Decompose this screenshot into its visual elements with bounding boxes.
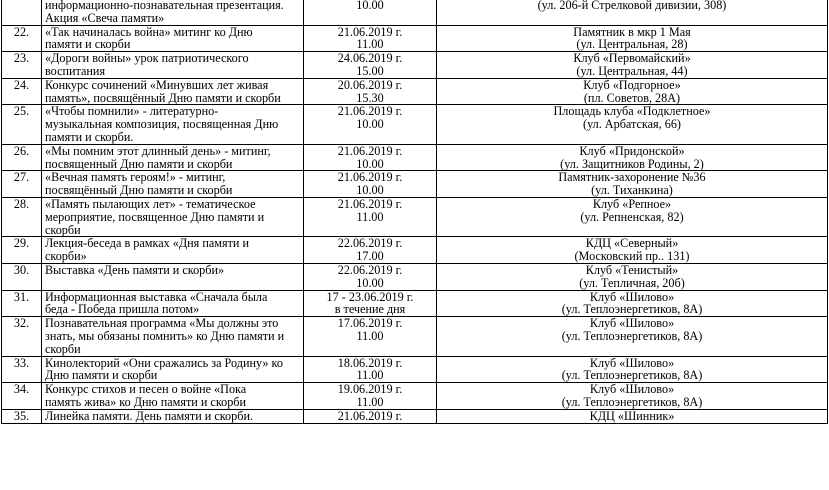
event-place-cell — [437, 197, 828, 236]
event-name-line: знать, мы обязаны помнить» ко Дню памяти и — [45, 328, 285, 343]
row-number-cell — [2, 105, 42, 144]
event-date-cell — [304, 0, 437, 25]
event-place-line: Клуб «Придонской» — [579, 144, 685, 158]
event-place-cell — [437, 144, 828, 171]
event-place-line: КДЦ «Северный» — [585, 236, 679, 251]
event-place-line: (ул. Центральная, 44) — [576, 63, 688, 78]
event-place-line: (ул. Репненская, 82) — [580, 209, 684, 224]
event-name-cell — [42, 171, 304, 198]
event-place-line: (ул. Арбатская, 66) — [583, 117, 681, 132]
event-name-cell — [42, 105, 304, 144]
event-name-line: «Мы помним этот длинный день» - митинг, — [45, 144, 271, 158]
event-place-cell — [437, 356, 828, 383]
row-number-cell — [2, 171, 42, 198]
row-number-cell — [2, 290, 42, 317]
table-row — [2, 317, 828, 356]
event-place-cell — [437, 25, 828, 52]
row-number-cell — [2, 356, 42, 383]
row-number: 34. — [13, 382, 30, 397]
event-place-line: (ул. Теплоэнергетиков, 8А) — [561, 368, 703, 383]
event-place-line: Клуб «Репное» — [592, 197, 672, 211]
event-place-line: (ул. Центральная, 28) — [576, 37, 688, 52]
event-name-line: «Дороги войны» урок патриотического — [45, 51, 249, 66]
table-row — [2, 0, 828, 25]
event-date-line: 17 - 23.06.2019 г. — [326, 290, 414, 304]
event-name-line: памяти и скорби. — [45, 129, 134, 144]
event-date-line: 15.00 — [356, 63, 384, 78]
event-date-cell — [304, 409, 437, 423]
event-name-line: «Чтобы помнили» - литературно- — [45, 104, 219, 119]
event-date-line: 21.06.2019 г. — [337, 144, 403, 158]
event-date-line: 10.00 — [356, 0, 384, 12]
table-row — [2, 290, 828, 317]
event-date-line: 11.00 — [356, 209, 384, 224]
event-date-cell — [304, 383, 437, 410]
event-name-line: Информационная выставка «Сначала была — [45, 290, 268, 304]
event-name-line: скорби — [45, 341, 81, 356]
event-name-line: мероприятие, посвященное Дню памяти и — [45, 209, 265, 224]
event-place-line: Клуб «Шилово» — [589, 356, 675, 370]
events-table-body — [2, 0, 828, 423]
row-number: 26. — [13, 144, 30, 158]
event-date-cell — [304, 290, 437, 317]
row-number: 33. — [13, 356, 30, 370]
row-number: 31. — [13, 290, 30, 304]
event-place-line: (ул. Тиханкина) — [591, 183, 673, 198]
event-place-cell — [437, 52, 828, 79]
row-number: 30. — [13, 263, 30, 277]
table-row — [2, 171, 828, 198]
event-name-line: беда - Победа пришла потом» — [45, 302, 200, 317]
event-name-line: «Память пылающих лет» - тематическое — [45, 197, 256, 211]
event-place-line: Клуб «Шилово» — [589, 382, 675, 397]
event-name-cell — [42, 409, 304, 423]
row-number-cell — [2, 317, 42, 356]
row-number: 23. — [13, 51, 30, 66]
event-name-line: Кинолекторий «Они сражались за Родину» ко — [45, 356, 283, 370]
event-date-line: 21.06.2019 г. — [337, 409, 403, 423]
row-number: 32. — [13, 316, 30, 331]
event-name-cell — [42, 383, 304, 410]
row-number-cell — [2, 144, 42, 171]
event-name-line: скорби» — [45, 249, 87, 264]
event-place-cell — [437, 171, 828, 198]
event-name-line: Лекция-беседа в рамках «Дня памяти и — [45, 236, 249, 251]
event-name-line: Дню памяти и скорби — [45, 368, 158, 383]
event-place-line: Клуб «Шилово» — [589, 316, 675, 331]
row-number-cell — [2, 409, 42, 423]
event-date-line: 11.00 — [356, 328, 384, 343]
row-number: 29. — [13, 236, 30, 251]
event-place-cell — [437, 290, 828, 317]
event-name-line: память жива» ко Дню памяти и скорби — [45, 394, 247, 409]
event-place-cell — [437, 317, 828, 356]
event-date-line: 21.06.2019 г. — [337, 197, 403, 211]
event-place-line: Клуб «Шилово» — [589, 290, 675, 304]
row-number-cell — [2, 383, 42, 410]
event-date-cell — [304, 356, 437, 383]
event-name-line: памяти и скорби — [45, 37, 131, 52]
event-date-line: 19.06.2019 г. — [337, 382, 403, 397]
event-name-cell — [42, 25, 304, 52]
event-place-line: КДЦ «Шинник» — [589, 409, 675, 423]
events-table — [1, 0, 828, 424]
event-place-line: (ул. Теплоэнергетиков, 8А) — [561, 328, 703, 343]
event-place-line: (пл. Советов, 28А) — [583, 90, 681, 105]
table-row — [2, 25, 828, 52]
event-name-line: музыкальная композиция, посвященная Дню — [45, 117, 279, 132]
event-name-cell — [42, 356, 304, 383]
event-date-line: 21.06.2019 г. — [337, 170, 403, 185]
event-name-line: Линейка памяти. День памяти и скорби. — [45, 409, 254, 423]
event-date-cell — [304, 317, 437, 356]
row-number-cell — [2, 263, 42, 290]
event-place-cell — [437, 237, 828, 264]
table-row — [2, 409, 828, 423]
event-name-cell — [42, 317, 304, 356]
event-name-line: Конкурс стихов и песен о войне «Пока — [45, 382, 247, 397]
event-date-line: 21.06.2019 г. — [337, 25, 403, 39]
event-name-cell — [42, 78, 304, 105]
row-number-cell — [2, 0, 42, 25]
event-name-cell — [42, 290, 304, 317]
row-number: 28. — [13, 197, 30, 211]
row-number: 22. — [13, 25, 30, 39]
event-place-cell — [437, 0, 828, 25]
event-date-line: 10.00 — [356, 275, 384, 290]
row-number: 35. — [13, 409, 30, 423]
event-name-line: посвящённый Дню памяти и скорби — [45, 183, 233, 198]
event-date-cell — [304, 105, 437, 144]
event-date-line: 22.06.2019 г. — [337, 236, 403, 251]
event-date-line: 15.30 — [356, 90, 384, 105]
event-place-line: Клуб «Первомайский» — [573, 51, 691, 66]
event-name-line: посвященный Дню памяти и скорби — [45, 156, 233, 171]
event-name-line: воспитания — [45, 63, 106, 78]
event-place-line: (ул. Теплоэнергетиков, 8А) — [561, 302, 703, 317]
event-name-line: Акция «Свеча памяти» — [45, 10, 165, 25]
event-name-line: скорби — [45, 222, 81, 237]
event-date-line: 20.06.2019 г. — [337, 78, 403, 92]
event-place-line: Площадь клуба «Подклетное» — [553, 104, 711, 119]
event-place-line: (ул. Тепличная, 20б) — [579, 275, 685, 290]
event-date-line: 11.00 — [356, 394, 384, 409]
event-date-cell — [304, 78, 437, 105]
event-date-line: 10.00 — [356, 117, 384, 132]
event-name-cell — [42, 0, 304, 25]
table-row — [2, 78, 828, 105]
table-row — [2, 263, 828, 290]
table-row — [2, 52, 828, 79]
event-name-line: «Так начиналась война» митинг ко Дню — [45, 25, 253, 39]
table-row — [2, 197, 828, 236]
event-date-line: 24.06.2019 г. — [337, 51, 403, 66]
event-date-cell — [304, 25, 437, 52]
event-place-cell — [437, 409, 828, 423]
row-number-cell — [2, 197, 42, 236]
event-date-cell — [304, 52, 437, 79]
event-date-line: 10.00 — [356, 156, 384, 171]
event-name-line: Познавательная программа «Мы должны это — [45, 316, 279, 331]
event-date-cell — [304, 197, 437, 236]
event-date-line: 18.06.2019 г. — [337, 356, 403, 370]
event-place-line: (ул. Защитников Родины, 2) — [560, 156, 704, 171]
row-number: 24. — [13, 78, 30, 92]
event-date-line: 21.06.2019 г. — [337, 104, 403, 119]
event-place-line: (ул. 206-й Стрелковой дивизии, 308) — [537, 0, 727, 12]
row-number-cell — [2, 52, 42, 79]
event-place-line: (Московский пр.. 131) — [574, 249, 690, 264]
event-date-line: 10.00 — [356, 183, 384, 198]
event-place-line: Клуб «Тенистый» — [585, 263, 679, 277]
row-number-cell — [2, 237, 42, 264]
event-place-cell — [437, 383, 828, 410]
event-place-line: (ул. Теплоэнергетиков, 8А) — [561, 394, 703, 409]
row-number-cell — [2, 25, 42, 52]
event-date-line: в течение дня — [334, 302, 406, 317]
event-place-cell — [437, 105, 828, 144]
event-name-line: Выставка «День памяти и скорби» — [45, 263, 225, 277]
event-date-line: 22.06.2019 г. — [337, 263, 403, 277]
event-name-line: «Вечная память героям!» - митинг, — [45, 170, 226, 185]
table-row — [2, 237, 828, 264]
event-date-line: 11.00 — [356, 37, 384, 52]
event-date-cell — [304, 171, 437, 198]
table-row — [2, 144, 828, 171]
event-place-cell — [437, 78, 828, 105]
event-name-line: информационно-познавательная презентация. — [45, 0, 284, 12]
event-date-cell — [304, 237, 437, 264]
event-place-line: Клуб «Подгорное» — [583, 78, 681, 92]
row-number: 27. — [13, 170, 30, 185]
event-name-cell — [42, 52, 304, 79]
event-name-cell — [42, 197, 304, 236]
event-date-cell — [304, 263, 437, 290]
row-number: 25. — [13, 104, 30, 119]
event-place-line: Памятник-захоронение №36 — [558, 170, 706, 185]
event-date-line: 17.06.2019 г. — [337, 316, 403, 331]
event-name-line: память», посвящённый Дню памяти и скорби — [45, 90, 281, 105]
event-place-cell — [437, 263, 828, 290]
event-name-cell — [42, 144, 304, 171]
event-date-line: 17.00 — [356, 249, 384, 264]
event-date-cell — [304, 144, 437, 171]
table-row — [2, 356, 828, 383]
row-number-cell — [2, 78, 42, 105]
event-name-cell — [42, 237, 304, 264]
event-date-line: 11.00 — [356, 368, 384, 383]
event-name-cell — [42, 263, 304, 290]
table-row — [2, 105, 828, 144]
event-name-line: Конкурс сочинений «Минувших лет живая — [45, 78, 269, 92]
event-place-line: Памятник в мкр 1 Мая — [573, 25, 691, 39]
table-row — [2, 383, 828, 410]
